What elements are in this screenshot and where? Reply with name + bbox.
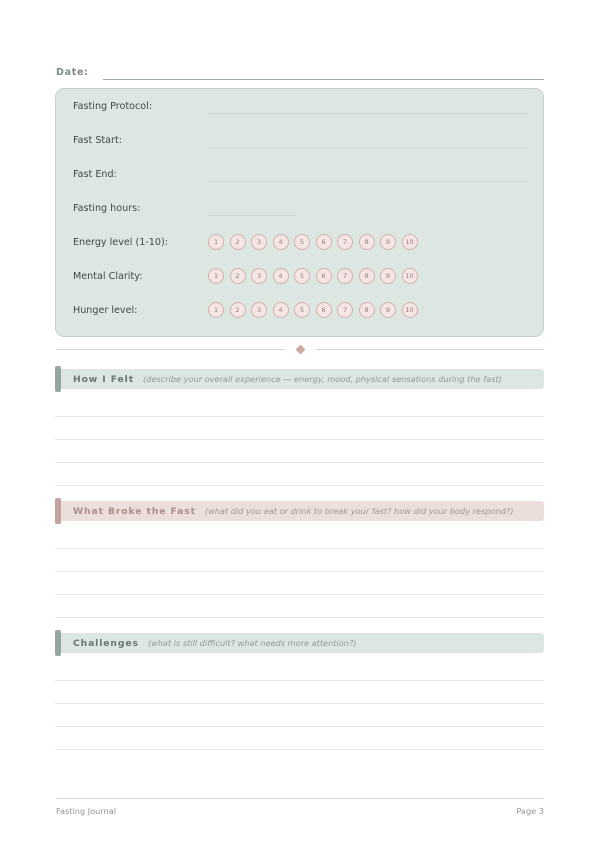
rating-dot[interactable]: 5	[294, 302, 310, 318]
rating-dot[interactable]: 6	[316, 302, 332, 318]
field-input-line[interactable]	[208, 112, 529, 114]
rating-dot[interactable]: 1	[208, 234, 224, 250]
rating-label: Hunger level:	[73, 304, 138, 316]
section-accent-bar	[55, 630, 61, 656]
date-field-row	[56, 60, 544, 80]
rating-scale-mental-clarity	[208, 268, 418, 284]
writing-lines[interactable]	[55, 394, 544, 486]
rating-dot[interactable]: 8	[359, 234, 375, 250]
writing-line[interactable]	[55, 572, 544, 595]
footer-divider	[56, 798, 544, 799]
rating-dot[interactable]: 9	[380, 234, 396, 250]
section-title: Challenges	[73, 637, 139, 649]
rating-dot[interactable]: 2	[230, 302, 246, 318]
rating-dot[interactable]: 10	[402, 268, 418, 284]
section-hint: (what did you eat or drink to break your fast? how did your body respond?)	[204, 506, 514, 516]
rating-dot[interactable]: 3	[251, 234, 267, 250]
page-footer	[56, 806, 544, 816]
section-accent-bar	[55, 366, 61, 392]
field-fasting-hours	[73, 200, 529, 217]
section-what-broke-the-fast	[55, 501, 544, 618]
rating-dot[interactable]: 3	[251, 268, 267, 284]
rating-dot[interactable]: 6	[316, 268, 332, 284]
rating-dot[interactable]: 6	[316, 234, 332, 250]
date-input-line[interactable]	[103, 78, 544, 80]
rating-dot[interactable]: 1	[208, 268, 224, 284]
section-divider	[56, 343, 544, 355]
rating-dot[interactable]: 7	[337, 302, 353, 318]
rating-dot[interactable]: 1	[208, 302, 224, 318]
rating-scale-energy-level	[208, 234, 418, 250]
rating-row-energy-level	[73, 233, 529, 251]
rating-dot[interactable]: 2	[230, 268, 246, 284]
writing-line[interactable]	[55, 704, 544, 727]
rating-dot[interactable]: 5	[294, 268, 310, 284]
section-challenges	[55, 633, 544, 750]
field-input-line[interactable]	[208, 146, 529, 148]
field-fast-start	[73, 132, 529, 149]
rating-dot[interactable]: 9	[380, 302, 396, 318]
rating-label: Energy level (1-10):	[73, 236, 168, 248]
section-hint: (what is still difficult? what needs more attention?)	[147, 638, 357, 648]
section-how-i-felt	[55, 369, 544, 486]
fasting-summary-card	[55, 88, 544, 337]
section-title: What Broke the Fast	[73, 505, 196, 517]
rating-dot[interactable]: 3	[251, 302, 267, 318]
section-accent-bar	[55, 498, 61, 524]
section-header	[55, 501, 544, 521]
writing-line[interactable]	[55, 595, 544, 618]
rating-dot[interactable]: 2	[230, 234, 246, 250]
writing-lines[interactable]	[55, 658, 544, 750]
rating-dot[interactable]: 4	[273, 302, 289, 318]
field-label: Fasting Protocol:	[73, 101, 153, 112]
writing-line[interactable]	[55, 440, 544, 463]
rating-label: Mental Clarity:	[73, 270, 143, 282]
section-header	[55, 633, 544, 653]
rating-dot[interactable]: 10	[402, 234, 418, 250]
rating-dot[interactable]: 4	[273, 234, 289, 250]
rating-dot[interactable]: 8	[359, 268, 375, 284]
rating-dot[interactable]: 10	[402, 302, 418, 318]
rating-scale-hunger-level	[208, 302, 418, 318]
writing-line[interactable]	[55, 549, 544, 572]
date-label: Date:	[56, 67, 89, 78]
footer-document-title: Fasting Journal	[56, 806, 117, 816]
writing-lines[interactable]	[55, 526, 544, 618]
writing-line[interactable]	[55, 463, 544, 486]
diamond-icon	[295, 344, 305, 354]
field-fasting-protocol	[73, 98, 529, 115]
section-title: How I Felt	[73, 373, 134, 385]
writing-line[interactable]	[55, 526, 544, 549]
writing-line[interactable]	[55, 681, 544, 704]
rating-row-mental-clarity	[73, 267, 529, 285]
field-label: Fast Start:	[73, 135, 122, 146]
rating-dot[interactable]: 8	[359, 302, 375, 318]
rating-row-hunger-level	[73, 301, 529, 319]
divider-rule-right	[316, 349, 545, 350]
writing-line[interactable]	[55, 394, 544, 417]
writing-line[interactable]	[55, 658, 544, 681]
rating-dot[interactable]: 7	[337, 268, 353, 284]
writing-line[interactable]	[55, 417, 544, 440]
divider-rule-left	[56, 349, 285, 350]
rating-dot[interactable]: 5	[294, 234, 310, 250]
rating-dot[interactable]: 4	[273, 268, 289, 284]
section-header	[55, 369, 544, 389]
writing-line[interactable]	[55, 727, 544, 750]
rating-dot[interactable]: 9	[380, 268, 396, 284]
section-hint: (describe your overall experience — energy, mood, physical sensations during the fast)	[142, 374, 502, 384]
field-label: Fast End:	[73, 169, 117, 180]
field-fast-end	[73, 166, 529, 183]
field-input-line[interactable]	[208, 214, 296, 216]
field-label: Fasting hours:	[73, 203, 141, 214]
rating-dot[interactable]: 7	[337, 234, 353, 250]
footer-page-number: Page 3	[516, 806, 544, 816]
field-input-line[interactable]	[208, 180, 529, 182]
